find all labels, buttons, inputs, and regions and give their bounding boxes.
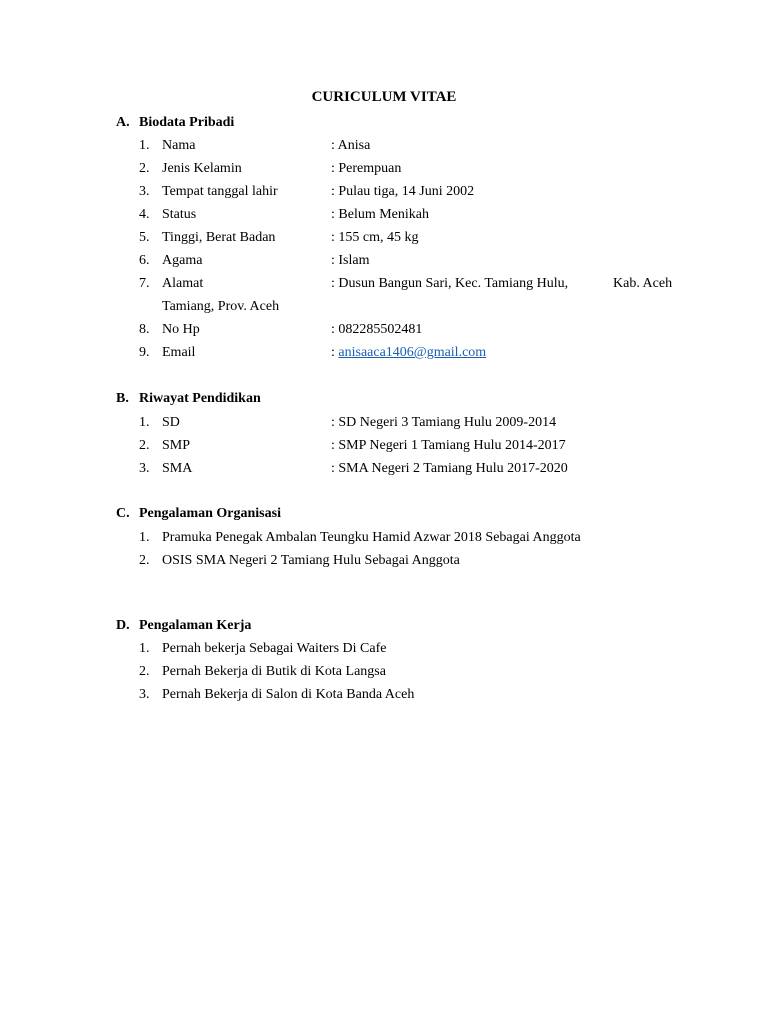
field-label: Nama	[162, 138, 196, 153]
section-title: Pengalaman Organisasi	[139, 506, 281, 521]
section-letter: C.	[116, 506, 130, 521]
section-letter: D.	[116, 618, 130, 633]
item-text: Pernah Bekerja di Salon di Kota Banda Aceh	[162, 687, 415, 702]
section-letter: B.	[116, 391, 129, 406]
item-number: 1.	[139, 415, 150, 430]
document-title: CURICULUM VITAE	[311, 89, 457, 105]
field-label: Email	[162, 345, 196, 360]
field-value: : Belum Menikah	[331, 207, 429, 222]
field-label: No Hp	[162, 322, 200, 337]
item-number: 2.	[139, 438, 150, 453]
field-value: : 082285502481	[331, 322, 423, 337]
item-text: OSIS SMA Negeri 2 Tamiang Hulu Sebagai Anggota	[162, 553, 460, 568]
item-text: Pernah bekerja Sebagai Waiters Di Cafe	[162, 641, 387, 656]
item-number: 1.	[139, 641, 150, 656]
item-text: Pernah Bekerja di Butik di Kota Langsa	[162, 664, 386, 679]
item-number: 2.	[139, 553, 150, 568]
field-value: : 155 cm, 45 kg	[331, 230, 419, 245]
section-heading-kerja	[116, 616, 251, 636]
item-number: 3.	[139, 687, 150, 702]
item-number: 2.	[139, 161, 150, 176]
field-value: : SMA Negeri 2 Tamiang Hulu 2017-2020	[331, 461, 568, 476]
field-label: Status	[162, 207, 197, 222]
item-number: 6.	[139, 253, 150, 268]
item-number: 4.	[139, 207, 150, 222]
section-heading-pendidikan	[116, 389, 261, 409]
section-letter: A.	[116, 115, 130, 130]
section-heading-biodata	[116, 113, 234, 133]
field-label: SMP	[162, 438, 191, 453]
field-value: : Dusun Bangun Sari, Kec. Tamiang Hulu,	[331, 276, 569, 291]
field-value: : Anisa	[331, 138, 371, 153]
item-number: 2.	[139, 664, 150, 679]
field-label: Jenis Kelamin	[162, 161, 242, 176]
item-number: 1.	[139, 530, 150, 545]
field-label: Tinggi, Berat Badan	[162, 230, 276, 245]
field-value: : Islam	[331, 253, 370, 268]
section-title: Biodata Pribadi	[139, 115, 235, 130]
field-label: Tempat tanggal lahir	[162, 184, 278, 199]
item-number: 8.	[139, 322, 150, 337]
field-label: SD	[162, 415, 180, 430]
alamat-value-tail: Kab. Aceh	[613, 276, 673, 291]
section-title: Riwayat Pendidikan	[139, 391, 261, 406]
alamat-continuation: Tamiang, Prov. Aceh	[162, 299, 280, 314]
field-value: : Perempuan	[331, 161, 402, 176]
field-label: Agama	[162, 253, 203, 268]
email-link[interactable]: anisaaca1406@gmail.com	[338, 345, 487, 360]
item-number: 1.	[139, 138, 150, 153]
item-number: 3.	[139, 184, 150, 199]
item-number: 7.	[139, 276, 150, 291]
email-prefix: :	[331, 345, 339, 360]
field-label: SMA	[162, 461, 193, 476]
item-number: 9.	[139, 345, 150, 360]
field-value: : Pulau tiga, 14 Juni 2002	[331, 184, 475, 199]
field-label: Alamat	[162, 276, 204, 291]
section-heading-organisasi	[116, 504, 281, 524]
field-value: : SD Negeri 3 Tamiang Hulu 2009-2014	[331, 415, 557, 430]
section-title: Pengalaman Kerja	[139, 618, 252, 633]
field-value: : SMP Negeri 1 Tamiang Hulu 2014-2017	[331, 438, 566, 453]
item-number: 3.	[139, 461, 150, 476]
item-number: 5.	[139, 230, 150, 245]
field-value	[331, 343, 486, 363]
item-text: Pramuka Penegak Ambalan Teungku Hamid Azwar 2018 Sebagai Anggota	[162, 530, 581, 545]
